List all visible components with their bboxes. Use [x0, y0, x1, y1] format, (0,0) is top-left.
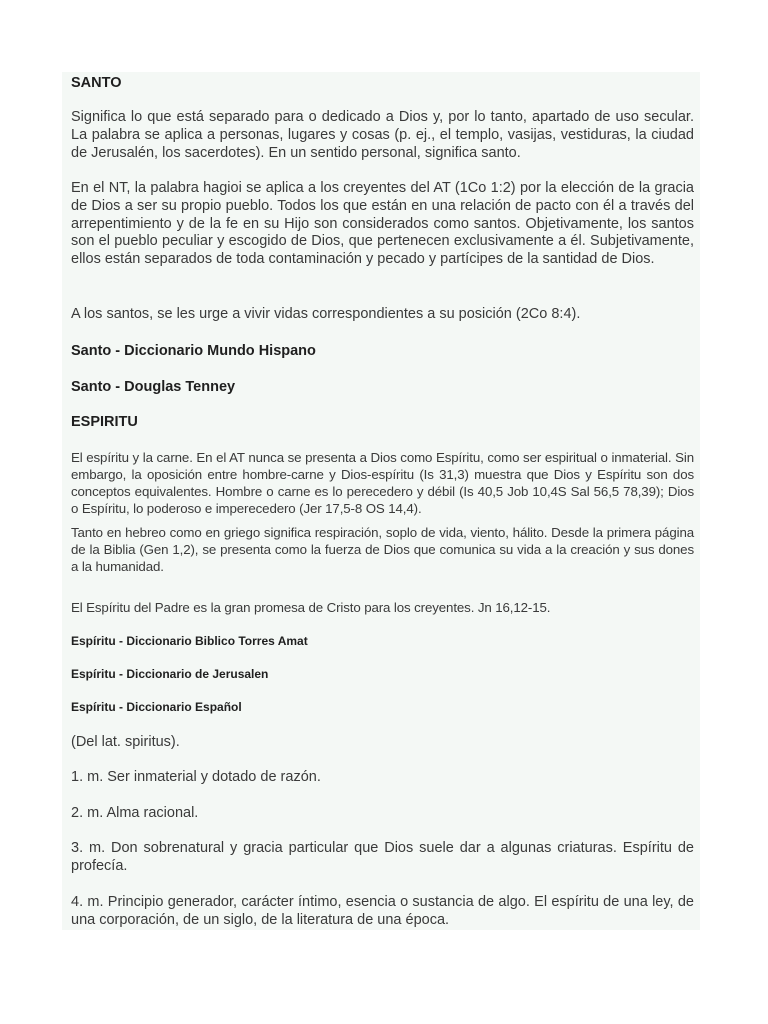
espiritu-heading: ESPIRITU [71, 414, 138, 430]
santo-paragraph-1: Significa lo que está separado para o dedicado a Dios y, por lo tanto, apartado de uso secular. La palabra se aplica a personas, lugares y cosas (p. ej., el templo, vasijas, vestiduras, la ciudad de Jerusalén, los sacerdotes). En un sentido personal, significa santo. [71, 109, 694, 161]
santo-paragraph-3: A los santos, se les urge a vivir vidas correspondientes a su posición (2Co 8:4). [71, 306, 581, 322]
definition-item: 4. m. Principio generador, carácter íntimo, esencia o sustancia de algo. El espíritu de una ley, de una corporación, de un siglo, de la literatura de una época. [71, 894, 694, 928]
espiritu-paragraph-3: El Espíritu del Padre es la gran promesa de Cristo para los creyentes. Jn 16,12-15. [71, 600, 551, 615]
document-page [62, 72, 700, 930]
espiritu-reference-torres-amat: Espíritu - Diccionario Biblico Torres Amat [71, 634, 308, 648]
santo-reference-mundo-hispano: Santo - Diccionario Mundo Hispano [71, 343, 316, 359]
espiritu-paragraph-1: El espíritu y la carne. En el AT nunca se presenta a Dios como Espíritu, como ser espiritual o inmaterial. Sin embargo, la oposición entre hombre-carne y Dios-espíritu (Is 31,3) muestra que Dios y Espíritu son dos conceptos equivalentes. Hombre o carne es lo perecedero y débil (Is 40,5 Job 10,4S Sal 56,5 78,39); Dios o Espíritu, lo poderoso e imperecedero (Jer 17,5-8 OS 14,4). [71, 450, 694, 516]
santo-reference-douglas-tenney: Santo - Douglas Tenney [71, 379, 236, 395]
santo-heading: SANTO [71, 75, 122, 91]
espiritu-reference-espanol: Espíritu - Diccionario Español [71, 700, 242, 714]
definition-item: 1. m. Ser inmaterial y dotado de razón. [71, 769, 321, 785]
espiritu-paragraph-2: Tanto en hebreo como en griego significa respiración, soplo de vida, viento, hálito. Desde la primera página de la Biblia (Gen 1,2), se presenta como la fuerza de Dios que comunica su vida a la creación y sus dones a la humanidad. [71, 525, 694, 574]
santo-paragraph-2: En el NT, la palabra hagioi se aplica a los creyentes del AT (1Co 1:2) por la elección de la gracia de Dios a ser su propio pueblo. Todos los que están en una relación de pacto con él a través del arrepentimiento y de la fe en su Hijo son considerados como santos. Objetivamente, los santos son el pueblo peculiar y escogido de Dios, que pertenecen exclusivamente a él. Subjetivamente, ellos están separados de toda contaminación y pecado y partícipes de la santidad de Dios. [71, 180, 694, 268]
definition-item: 3. m. Don sobrenatural y gracia particular que Dios suele dar a algunas criaturas. Espíritu de profecía. [71, 840, 694, 874]
espiritu-etymology: (Del lat. spiritus). [71, 734, 180, 750]
espiritu-reference-jerusalen: Espíritu - Diccionario de Jerusalen [71, 667, 269, 681]
definition-item: 2. m. Alma racional. [71, 805, 199, 821]
